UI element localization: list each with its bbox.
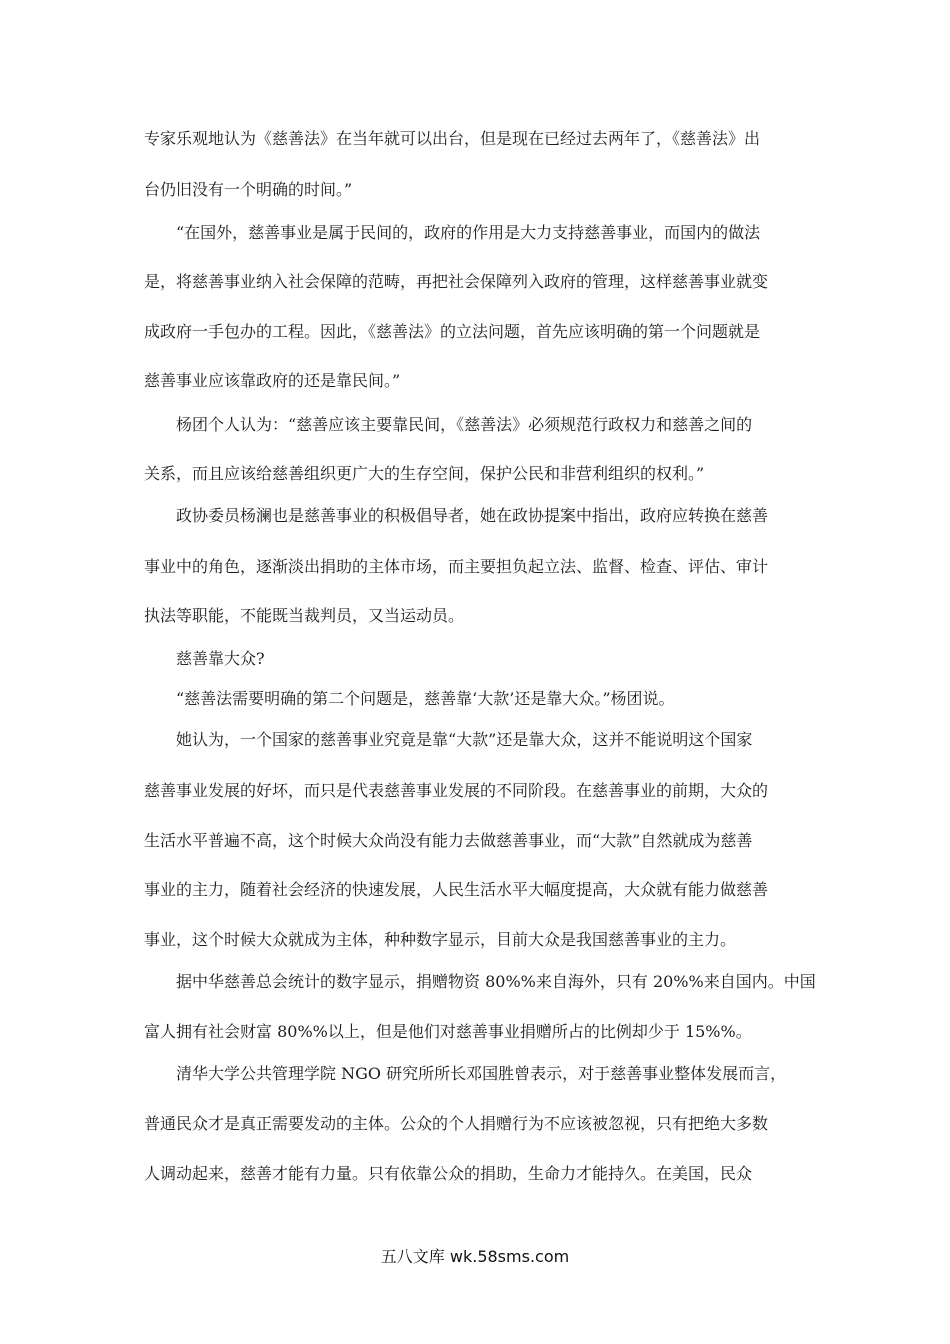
text-line: 富人拥有社会财富 80%%以上，但是他们对慈善事业捐赠所占的比例却少于 15%%。 [144,1022,752,1041]
text-line: 据中华慈善总会统计的数字显示，捐赠物资 80%%来自海外，只有 20%%来自国内。中国 [176,972,816,991]
text-line: 普通民众才是真正需要发动的主体。公众的个人捐赠行为不应该被忽视，只有把绝大多数 [144,1114,769,1133]
text-line: “慈善法需要明确的第二个问题是，慈善靠‘大款’还是靠大众。”杨团说。 [176,689,675,708]
text-line: 人调动起来，慈善才能有力量。只有依靠公众的捐助，生命力才能持久。在美国，民众 [144,1164,753,1183]
text-line: 她认为，一个国家的慈善事业究竟是靠“大款”还是靠大众，这并不能说明这个国家 [176,730,753,749]
text-line: 政协委员杨澜也是慈善事业的积极倡导者，她在政协提案中指出，政府应转换在慈善 [176,506,769,525]
text-line: 清华大学公共管理学院 NGO 研究所所长邓国胜曾表示，对于慈善事业整体发展而言， [176,1064,787,1083]
text-line: 关系，而且应该给慈善组织更广大的生存空间，保护公民和非营利组织的权利。” [144,464,705,483]
text-line: “在国外，慈善事业是属于民间的，政府的作用是大力支持慈善事业，而国内的做法 [176,223,761,242]
text-line: 是，将慈善事业纳入社会保障的范畴，再把社会保障列入政府的管理，这样慈善事业就变 [144,272,769,291]
text-line: 事业，这个时候大众就成为主体，种种数字显示，目前大众是我国慈善事业的主力。 [144,930,737,949]
text-line: 事业的主力，随着社会经济的快速发展，人民生活水平大幅度提高，大众就有能力做慈善 [144,880,769,899]
text-line: 事业中的角色，逐渐淡出捐助的主体市场，而主要担负起立法、监督、检查、评估、审计 [144,557,769,576]
text-line: 执法等职能，不能既当裁判员，又当运动员。 [144,606,465,625]
text-line: 杨团个人认为：“慈善应该主要靠民间，《慈善法》必须规范行政权力和慈善之间的 [176,415,753,434]
page-footer-watermark: 五八文库 wk.58sms.com [380,1247,570,1266]
section-heading: 慈善靠大众? [176,649,265,668]
text-line: 生活水平普遍不高，这个时候大众尚没有能力去做慈善事业，而“大款”自然就成为慈善 [144,831,753,850]
text-line: 成政府一手包办的工程。因此，《慈善法》的立法问题，首先应该明确的第一个问题就是 [144,322,761,341]
text-line: 专家乐观地认为《慈善法》在当年就可以出台，但是现在已经过去两年了，《慈善法》出 [144,129,761,148]
text-line: 台仍旧没有一个明确的时间。” [144,180,353,199]
text-line: 慈善事业应该靠政府的还是靠民间。” [144,371,401,390]
text-line: 慈善事业发展的好坏，而只是代表慈善事业发展的不同阶段。在慈善事业的前期，大众的 [144,781,769,800]
